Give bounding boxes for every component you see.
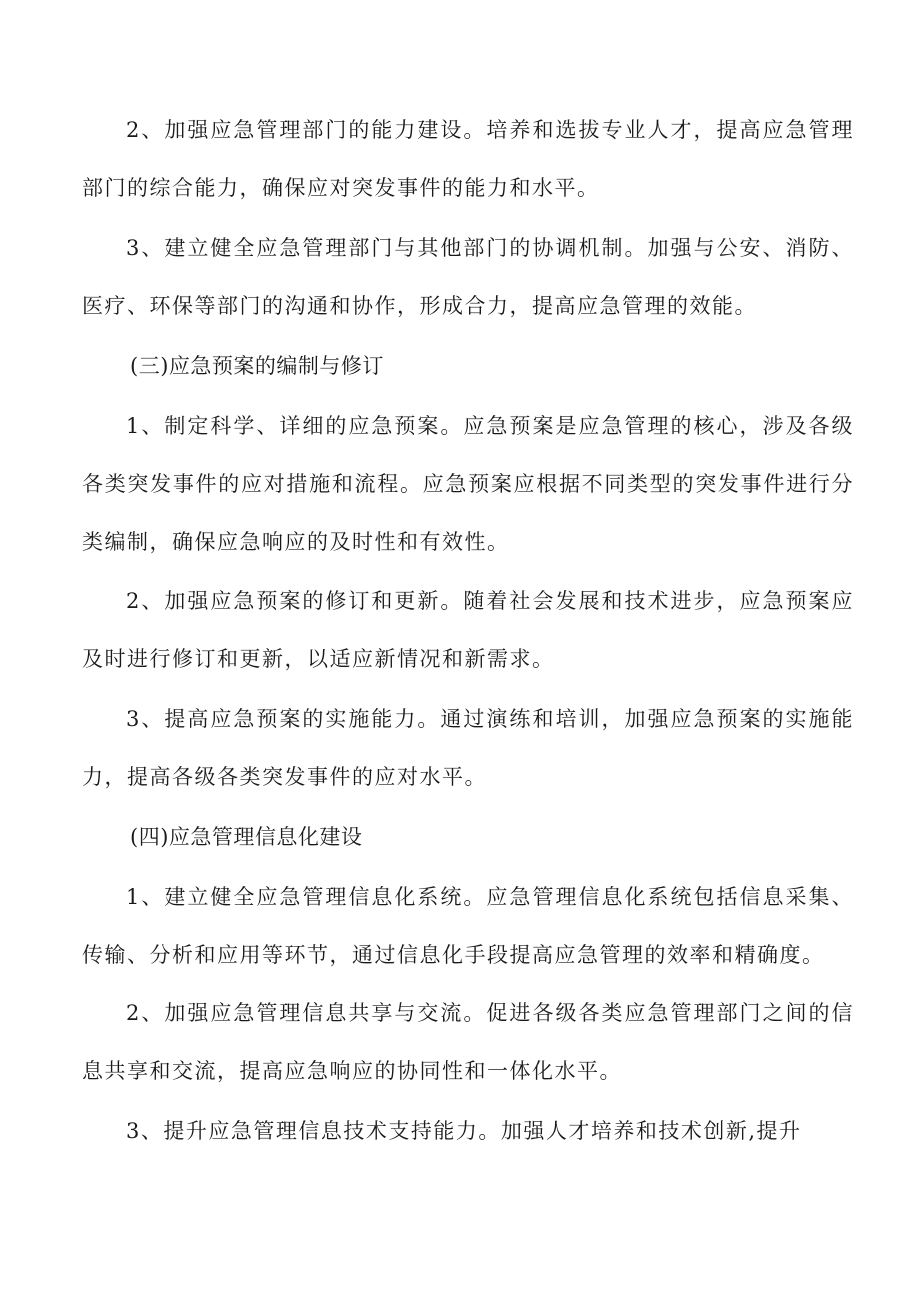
paragraph-info-sharing: 2、加强应急管理信息共享与交流。促进各级各类应急管理部门之间的信息共享和交流，提高应急响应的协同性和一体化水平。 — [82, 1001, 854, 1083]
paragraph-info-system: 1、建立健全应急管理信息化系统。应急管理信息化系统包括信息采集、传输、分析和应用等环节，通过信息化手段提高应急管理的效率和精确度。 — [82, 885, 854, 967]
paragraph-plan-revision: 2、加强应急预案的修订和更新。随着社会发展和技术进步，应急预案应及时进行修订和更新，以适应新情况和新需求。 — [82, 589, 854, 671]
paragraph-plan-formulation: 1、制定科学、详细的应急预案。应急预案是应急管理的核心，涉及各级各类突发事件的应对措施和流程。应急预案应根据不同类型的突发事件进行分类编制，确保应急响应的及时性和有效性。 — [82, 414, 854, 554]
paragraph-tech-support: 3、提升应急管理信息技术支持能力。加强人才培养和技术创新,提升 — [126, 1119, 802, 1143]
section-heading-informatization: (四)应急管理信息化建设 — [130, 825, 363, 849]
paragraph-capacity-building: 2、加强应急管理部门的能力建设。培养和选拔专业人才，提高应急管理部门的综合能力，确保应对突发事件的能力和水平。 — [82, 118, 854, 200]
section-heading-emergency-plans: (三)应急预案的编制与修订 — [130, 354, 384, 378]
paragraph-coordination-mechanism: 3、建立健全应急管理部门与其他部门的协调机制。加强与公安、消防、医疗、环保等部门的沟通和协作，形成合力，提高应急管理的效能。 — [82, 236, 854, 318]
paragraph-plan-implementation: 3、提高应急预案的实施能力。通过演练和培训，加强应急预案的实施能力，提高各级各类突发事件的应对水平。 — [82, 707, 854, 789]
